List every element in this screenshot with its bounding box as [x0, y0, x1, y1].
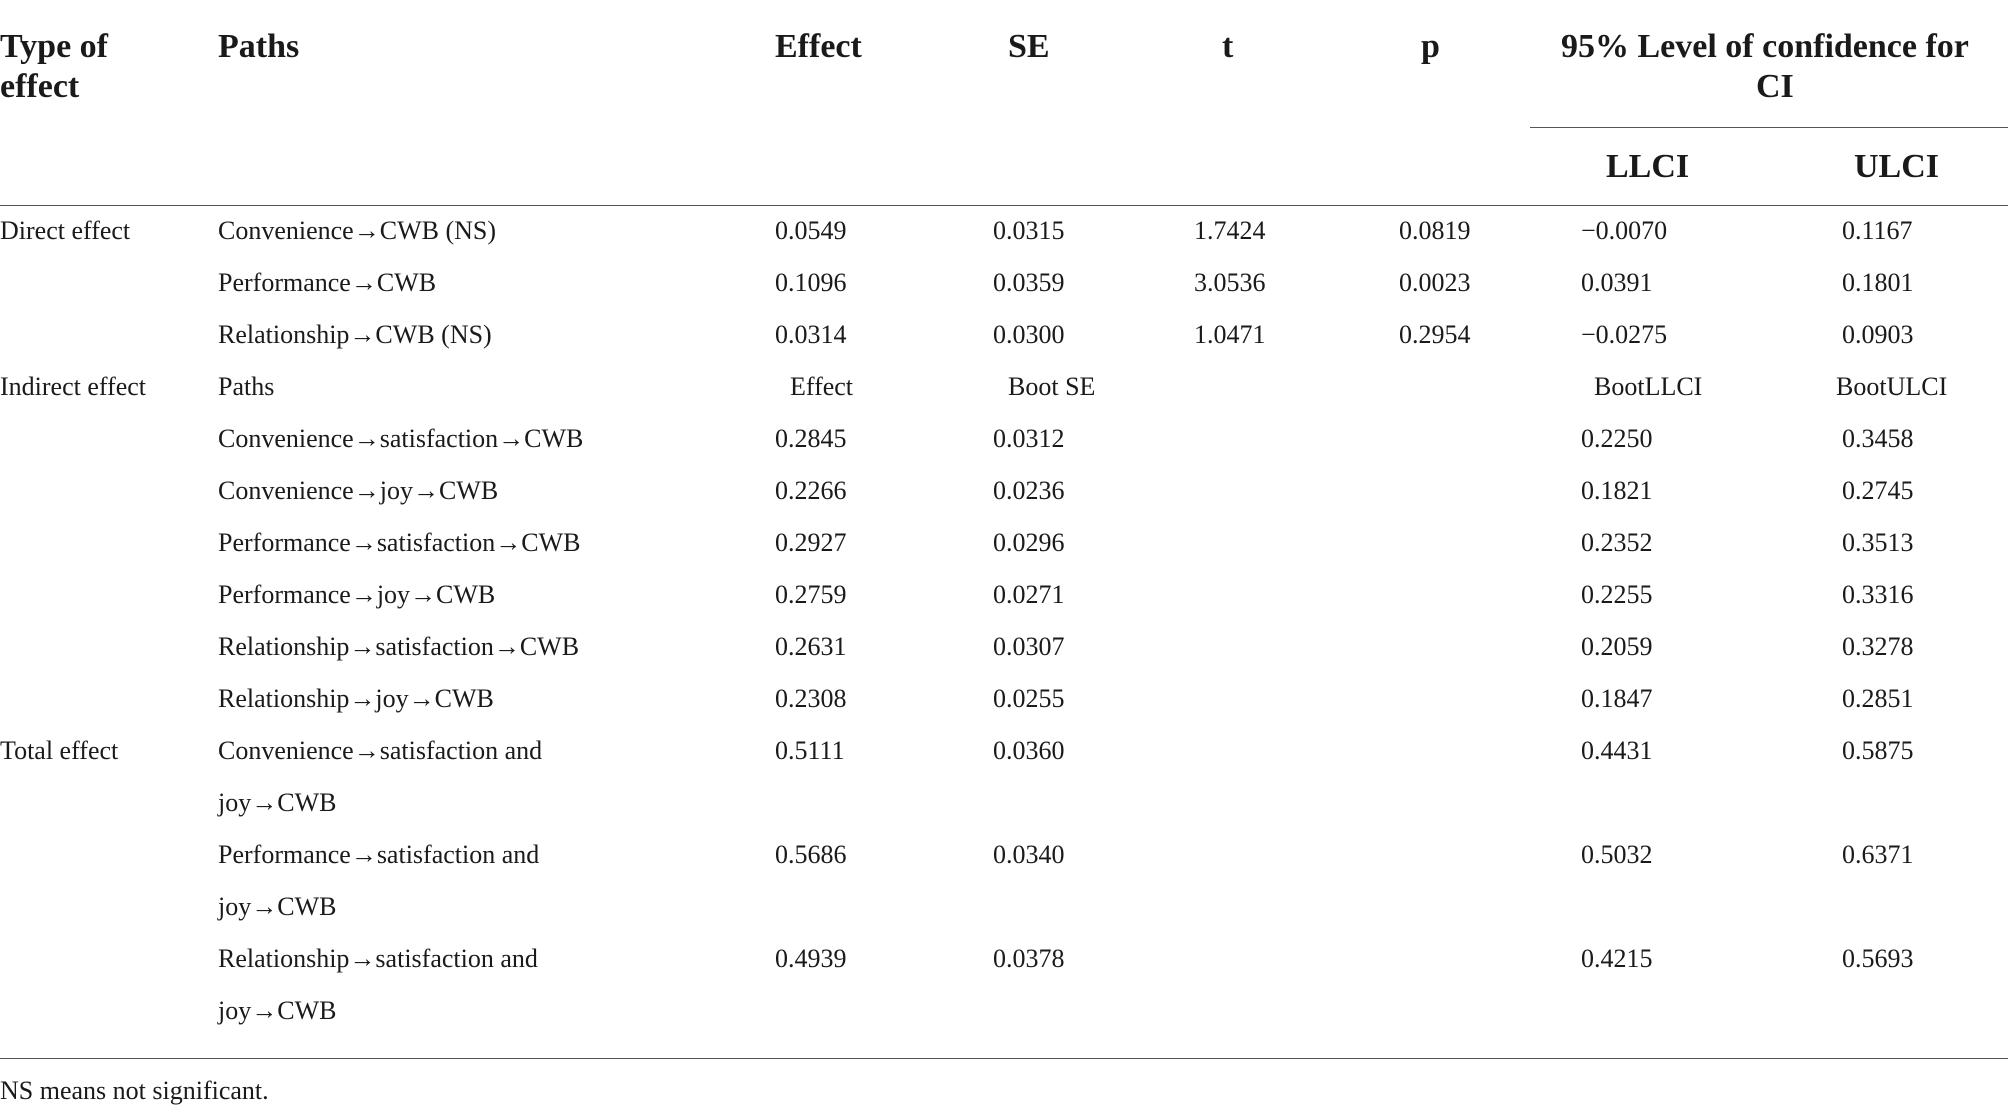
row-ulci-value: 0.2851	[1842, 684, 1914, 713]
row-path: Convenience→CWB (NS)	[218, 216, 497, 245]
header-paths: Paths	[218, 28, 300, 65]
row-llci-value: 0.2250	[1581, 424, 1653, 453]
row-ulci-value: 0.0903	[1842, 320, 1914, 349]
row-path: Relationship→CWB (NS)	[218, 320, 492, 349]
row-path: joy→CWB	[218, 892, 337, 921]
row-effect-value: 0.2845	[775, 424, 847, 453]
row-ulci-value: 0.3458	[1842, 424, 1914, 453]
row-effect-value: 0.2308	[775, 684, 847, 713]
row-se-value: 0.0296	[993, 528, 1065, 557]
row-type-label: Total effect	[0, 736, 119, 765]
row-llci-value: 0.2255	[1581, 580, 1653, 609]
row-llci-value: 0.1821	[1581, 476, 1653, 505]
row-llci-value: −0.0275	[1581, 320, 1668, 349]
row-p-value: 0.2954	[1399, 320, 1471, 349]
row-ulci-value: 0.6371	[1842, 840, 1914, 869]
row-effect-value: 0.5686	[775, 840, 847, 869]
row-llci-value: −0.0070	[1581, 216, 1668, 245]
row-se-value: 0.0271	[993, 580, 1065, 609]
row-effect-value: 0.4939	[775, 944, 847, 973]
row-llci-value: 0.4431	[1581, 736, 1653, 765]
row-se-value: 0.0300	[993, 320, 1065, 349]
row-se-value: 0.0340	[993, 840, 1065, 869]
row-se-value: 0.0378	[993, 944, 1065, 973]
header-effect: Effect	[775, 28, 862, 65]
ci-group-underline	[1530, 127, 2008, 128]
header-type-of-effect-line1: Type of	[0, 28, 108, 65]
row-effect-value: 0.2631	[775, 632, 847, 661]
row-effect-value: 0.2927	[775, 528, 847, 557]
header-p: p	[1421, 28, 1440, 65]
row-path: Paths	[218, 372, 275, 401]
row-path: Relationship→satisfaction and	[218, 944, 538, 973]
row-p-value: 0.0819	[1399, 216, 1471, 245]
row-ulci-value: BootULCI	[1836, 372, 1948, 401]
row-ulci-value: 0.5875	[1842, 736, 1914, 765]
row-ulci-value: 0.2745	[1842, 476, 1914, 505]
row-effect-value: 0.2759	[775, 580, 847, 609]
row-path: Relationship→satisfaction→CWB	[218, 632, 580, 661]
header-se: SE	[1008, 28, 1050, 65]
row-ulci-value: 0.3513	[1842, 528, 1914, 557]
row-path: Convenience→joy→CWB	[218, 476, 499, 505]
header-ci-group-line1: 95% Level of confidence for	[1561, 28, 1969, 65]
row-p-value: 0.0023	[1399, 268, 1471, 297]
header-llci: LLCI	[1606, 148, 1690, 185]
row-se-value: 0.0312	[993, 424, 1065, 453]
row-ulci-value: 0.3316	[1842, 580, 1914, 609]
row-path: Performance→joy→CWB	[218, 580, 496, 609]
row-t-value: 3.0536	[1194, 268, 1266, 297]
row-effect-value: 0.5111	[775, 736, 845, 765]
row-type-label: Indirect effect	[0, 372, 147, 401]
row-se-value: Boot SE	[1008, 372, 1096, 401]
table-footnote: NS means not significant.	[0, 1076, 269, 1105]
row-path: Convenience→satisfaction→CWB	[218, 424, 584, 453]
row-effect-value: 0.0314	[775, 320, 847, 349]
row-type-label: Direct effect	[0, 216, 131, 245]
row-se-value: 0.0307	[993, 632, 1065, 661]
row-path: Convenience→satisfaction and	[218, 736, 543, 765]
header-ci-group-line2: CI	[1756, 68, 1794, 105]
row-path: joy→CWB	[218, 996, 337, 1025]
row-llci-value: 0.4215	[1581, 944, 1653, 973]
row-t-value: 1.0471	[1194, 320, 1266, 349]
row-path: Performance→CWB	[218, 268, 437, 297]
header-ulci: ULCI	[1854, 148, 1940, 185]
row-llci-value: 0.1847	[1581, 684, 1653, 713]
row-se-value: 0.0359	[993, 268, 1065, 297]
row-llci-value: 0.2059	[1581, 632, 1653, 661]
row-t-value: 1.7424	[1194, 216, 1266, 245]
row-llci-value: 0.0391	[1581, 268, 1653, 297]
header-type-of-effect-line2: effect	[0, 68, 80, 105]
row-effect-value: 0.2266	[775, 476, 847, 505]
row-llci-value: 0.5032	[1581, 840, 1653, 869]
header-t: t	[1222, 28, 1234, 65]
row-llci-value: BootLLCI	[1594, 372, 1703, 401]
row-se-value: 0.0315	[993, 216, 1065, 245]
row-ulci-value: 0.1167	[1842, 216, 1913, 245]
row-ulci-value: 0.3278	[1842, 632, 1914, 661]
row-llci-value: 0.2352	[1581, 528, 1653, 557]
row-path: joy→CWB	[218, 788, 337, 817]
row-path: Performance→satisfaction→CWB	[218, 528, 581, 557]
row-path: Relationship→joy→CWB	[218, 684, 494, 713]
row-effect-value: 0.1096	[775, 268, 847, 297]
row-effect-value: Effect	[790, 372, 854, 401]
row-ulci-value: 0.1801	[1842, 268, 1914, 297]
row-effect-value: 0.0549	[775, 216, 847, 245]
row-se-value: 0.0360	[993, 736, 1065, 765]
row-se-value: 0.0255	[993, 684, 1065, 713]
header-bottom-rule	[0, 205, 2008, 206]
row-se-value: 0.0236	[993, 476, 1065, 505]
table-bottom-rule	[0, 1058, 2008, 1059]
row-path: Performance→satisfaction and	[218, 840, 540, 869]
row-ulci-value: 0.5693	[1842, 944, 1914, 973]
